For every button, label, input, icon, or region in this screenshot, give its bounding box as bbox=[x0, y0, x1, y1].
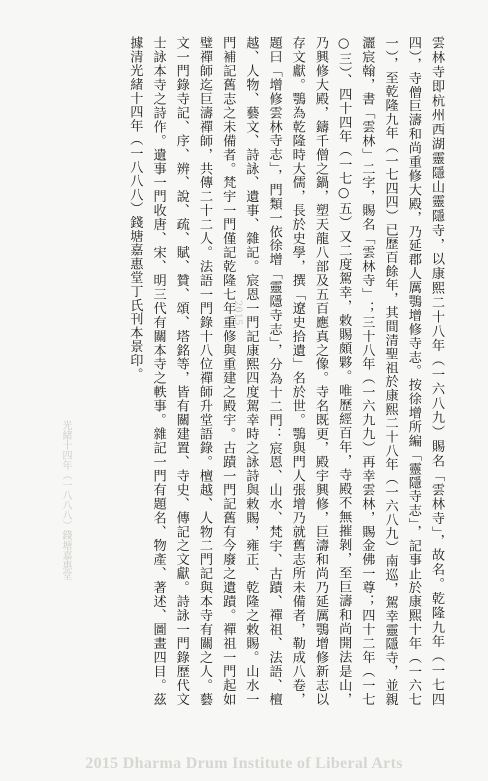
watermark: 2015 Dharma Drum Institute of Liberal Arts bbox=[85, 755, 403, 772]
bleed-through-text: 光緒十四年（一八八八）錢塘嘉惠堂 bbox=[60, 420, 71, 580]
bleed-through-mark: 2015 bbox=[232, 300, 243, 326]
preface-paragraph: 雲林寺即杭州西湖靈隱山靈隱寺，以康熙二十八年（一六八九）賜名「雲林寺」，故名。乾隆九年（一七四四），寺僧巨濤和尚重修大殿，乃延郡人厲鶚增修寺志。按徐增所編「靈隱寺志」，記事止於康熙十年（一六七一），至乾隆九年（一七四四）已歷百餘年，其間清聖祖於康熙二十八年（一六八九）南巡，駕幸靈隱寺，並親灑宸翰，書「雲林」二字，賜名「雲林寺」；三十八年（一六九九）再幸雲林，賜金佛一尊；四十二年（一七○三）、四十四年（一七○五）又二度駕幸，敕賜頗夥。唯歷經百年，寺殿不無摧剝，至巨濤和尚開法是山，乃興修大殿，鑄千僧之鍋，塑天龍八部及五百應真之像。寺名既更，殿宇興修，巨濤和尚乃延厲鶚增修新志以存文獻。鶚為乾隆時大儒，長於史學，撰「遼史拾遺」名於世。鶚與門人張增乃就舊志所未備者，勒成八卷，題曰「增修雲林寺志」，門類一依徐增「靈隱寺志」，分為十二門：宸恩、山水、梵宇、古蹟、禪祖、法語、檀越、人物、藝文、詩詠、遺事、雜記。宸恩一門記康熙四度駕幸時之詠詩與敕賜，雍正、乾隆之敕賜。山水一門補記舊志之未備者。梵宇一門僅記乾隆七年重修與重建之殿宇。古蹟一門記舊有今廢之遺蹟。禪祖一門起如璧禪師迄巨濤禪師，共傳二十二人。法語一門錄十八位禪師升堂語錄。檀越、人物二門記與本寺有關之人。藝文一門錄寺記、序、辨、說、疏、賦、贊、頌、塔銘等，皆有關建置、寺史、傳記之文獻。詩詠一門錄歷代文士詠本寺之詩作。遺事一門收唐、宋、明三代有關本寺之軼事。雜記一門有題名、物產、著述、圖畫四目。茲據清光緒十四年（一八八八）錢塘嘉惠堂丁氏刊本景印。 bbox=[127, 36, 444, 706]
preface-text-block bbox=[38, 36, 448, 706]
